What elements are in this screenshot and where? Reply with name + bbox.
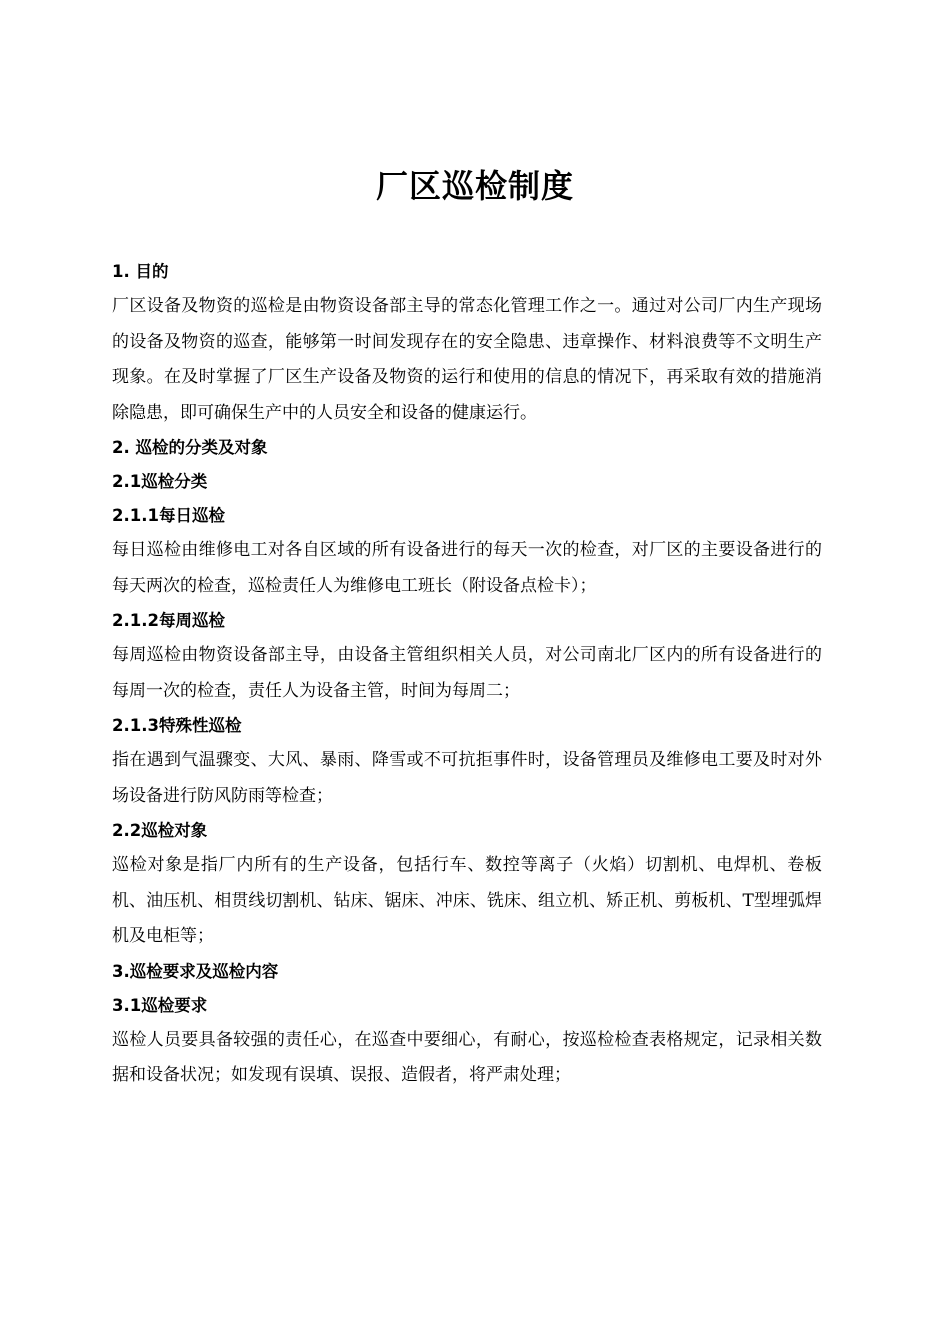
section-heading: 3.巡检要求及巡检内容 [112,961,279,981]
subsection-heading: 2.1.2每周巡检 [112,611,225,630]
paragraph: 每日巡检由维修电工对各自区域的所有设备进行的每天一次的检查，对厂区的主要设备进行的每天两次的检查，巡检责任人为维修电工班长（附设备点检卡）； [112,540,822,596]
subsection-heading: 2.1巡检分类 [112,472,208,491]
subsection-heading: 2.1.3特殊性巡检 [112,716,242,735]
section-heading: 1. 目的 [112,262,169,281]
subsection-heading: 3.1巡检要求 [112,995,208,1015]
subsection-heading: 2.2巡检对象 [112,821,208,840]
paragraph: 指在遇到气温骤变、大风、暴雨、降雪或不可抗拒事件时，设备管理员及维修电工要及时对外场设备进行防风防雨等检查； [112,750,822,806]
document-body [112,255,822,1094]
subsection-heading: 2.1.1每日巡检 [112,506,225,525]
paragraph: 每周巡检由物资设备部主导，由设备主管组织相关人员，对公司南北厂区内的所有设备进行的每周一次的检查，责任人为设备主管，时间为每周二； [112,645,822,701]
document-title: 厂区巡检制度 [375,167,574,205]
paragraph: 巡检人员要具备较强的责任心，在巡查中要细心，有耐心，按巡检检查表格规定，记录相关数据和设备状况；如发现有误填、误报、造假者，将严肃处理； [112,1029,822,1085]
section-heading: 2. 巡检的分类及对象 [112,438,268,457]
paragraph: 巡检对象是指厂内所有的生产设备，包括行车、数控等离子（火焰）切割机、电焊机、卷板机、油压机、相贯线切割机、钻床、锯床、冲床、铣床、组立机、矫正机、剪板机、T型埋弧焊机及电柜等； [112,855,822,946]
paragraph: 厂区设备及物资的巡检是由物资设备部主导的常态化管理工作之一。通过对公司厂内生产现场的设备及物资的巡查，能够第一时间发现存在的安全隐患、违章操作、材料浪费等不文明生产现象。在及时掌握了厂区生产设备及物资的运行和使用的信息的情况下，再采取有效的措施消除隐患，即可确保生产中的人员安全和设备的健康运行。 [112,296,822,423]
